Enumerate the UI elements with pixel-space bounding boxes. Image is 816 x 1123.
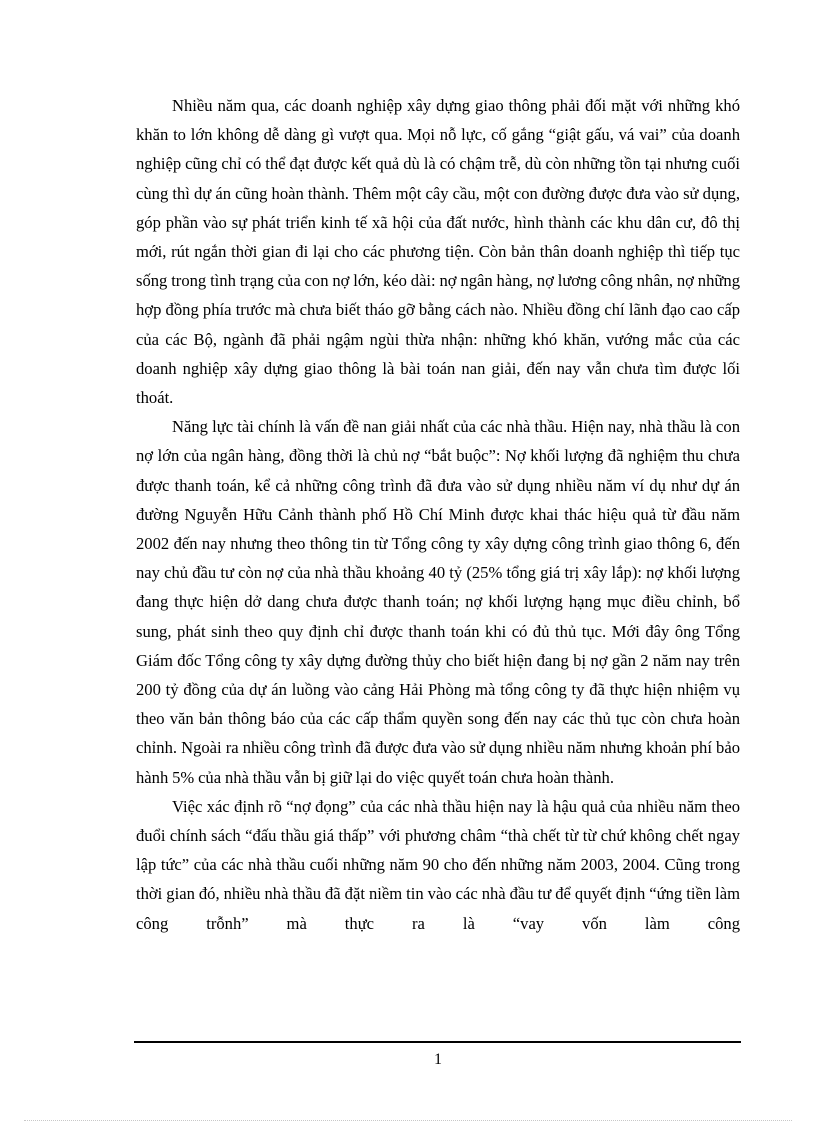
page-break-line [24, 1120, 792, 1121]
footer-divider [134, 1041, 741, 1043]
paragraph-2: Năng lực tài chính là vấn đề nan giải nhất của các nhà thầu. Hiện nay, nhà thầu là con nợ lớn của ngân hàng, đồng thời là chủ nợ “bắt buộc”: Nợ khối lượng đã nghiệm thu chưa được thanh toán, kể cả những công trình đã đưa vào sử dụng nhiều năm ví dụ như dự án đường Nguyễn Hữu Cảnh thành phố Hồ Chí Minh được khai thác hiệu quả từ đầu năm 2002 đến nay nhưng theo thông tin từ Tổng công ty xây dựng công trình giao thông 6, đến nay chủ đầu tư còn nợ của nhà thầu khoảng 40 tỷ (25% tổng giá trị xây lắp): nợ khối lượng đang thực hiện dở dang chưa được thanh toán; nợ khối lượng hạng mục điều chỉnh, bổ sung, phát sinh theo quy định chỉ được thanh toán khi có đủ thủ tục. Mới đây ông Tổng Giám đốc Tổng công ty xây dựng đường thủy cho biết hiện đang bị nợ gần 2 năm nay trên 200 tỷ đồng của dự án luồng vào cảng Hải Phòng mà tổng công ty đã thực hiện nhiệm vụ theo văn bản thông báo của các cấp thẩm quyền song đến nay các thủ tục còn chưa hoàn chỉnh. Ngoài ra nhiều công trình đã được đưa vào sử dụng nhiều năm nhưng khoản phí bảo hành 5% của nhà thầu vẫn bị giữ lại do việc quyết toán chưa hoàn thành. [136, 417, 740, 787]
paragraph-1: Nhiều năm qua, các doanh nghiệp xây dựng giao thông phải đối mặt với những khó khăn to lớn không dễ dàng gì vượt qua. Mọi nỗ lực, cố gắng “giật gấu, vá vai” của doanh nghiệp cũng chỉ có thể đạt được kết quả dù là có chậm trễ, dù còn những tồn tại nhưng cuối cùng thì dự án cũng hoàn thành. Thêm một cây cầu, một con đường được đưa vào sử dụng, góp phần vào sự phát triển kinh tế xã hội của đất nước, hình thành các khu dân cư, đô thị mới, rút ngắn thời gian đi lại cho các phương tiện. Còn bản thân doanh nghiệp thì tiếp tục sống trong tình trạng của con nợ lớn, kéo dài: nợ ngân hàng, nợ lương công nhân, nợ những hợp đồng phía trước mà chưa biết tháo gỡ bằng cách nào. Nhiều đồng chí lãnh đạo cao cấp của các Bộ, ngành đã phải ngậm ngùi thừa nhận: những khó khăn, vướng mắc của các doanh nghiệp xây dựng giao thông là bài toán nan giải, đến nay vẫn chưa tìm được lối thoát. [136, 96, 740, 408]
paragraph-3: Việc xác định rõ “nợ đọng” của các nhà thầu hiện nay là hậu quả của nhiều năm theo đuổi chính sách “đấu thầu giá thấp” với phương châm “thà chết từ từ chứ không chết ngay lập tức” của các nhà thầu cuối những năm 90 cho đến những năm 2003, 2004. Cũng trong thời gian đó, nhiều nhà thầu đã đặt niềm tin vào các nhà đầu tư để quyết định “ứng tiền làm công trỗnh” mà thực ra là “vay vốn làm công [136, 796, 740, 933]
body-text [136, 91, 740, 938]
page-number: 1 [434, 1051, 442, 1068]
